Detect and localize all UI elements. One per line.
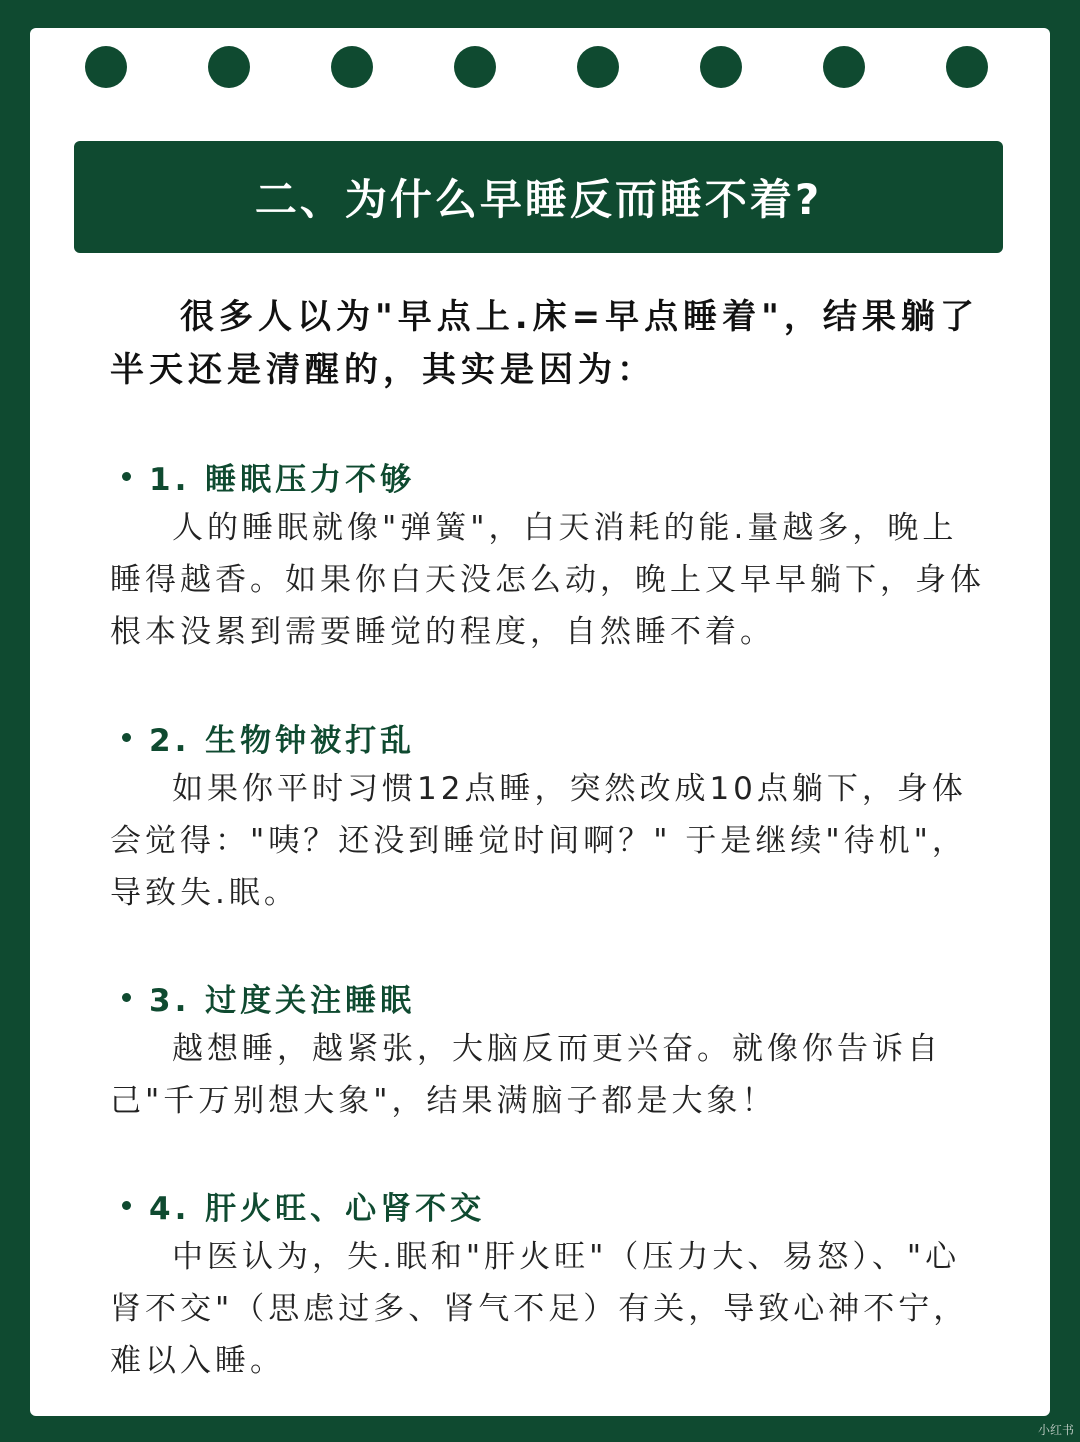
binder-hole — [700, 46, 742, 88]
binder-hole — [577, 46, 619, 88]
section-heading-text: 1. 睡眠压力不够 — [149, 461, 416, 498]
bullet-icon — [122, 1201, 131, 1210]
section-heading-text: 4. 肝火旺、心肾不交 — [149, 1190, 486, 1227]
watermark: 小红书 — [1037, 1423, 1074, 1437]
section-heading — [110, 1179, 990, 1231]
binder-hole — [946, 46, 988, 88]
section-heading — [110, 711, 990, 763]
section-heading-text: 3. 过度关注睡眠 — [149, 982, 416, 1019]
binder-holes — [30, 46, 1050, 88]
section-heading — [110, 450, 990, 502]
binder-hole — [454, 46, 496, 88]
section-body: 如果你平时习惯12点睡，突然改成10点躺下，身体会觉得："咦？还没到睡觉时间啊？" 于是继续"待机"，导致失.眠。 — [110, 771, 967, 911]
section-2 — [110, 711, 990, 919]
section-body: 中医认为，失.眠和"肝火旺"（压力大、易怒）、"心肾不交"（思虑过多、肾气不足）有关，导致心神不宁，难以入睡。 — [110, 1239, 969, 1379]
binder-hole — [85, 46, 127, 88]
bullet-icon — [122, 472, 131, 481]
section-1 — [110, 450, 990, 658]
section-body: 人的睡眠就像"弹簧"，白天消耗的能.量越多，晚上睡得越香。如果你白天没怎么动，晚上又早早躺下，身体根本没累到需要睡觉的程度，自然睡不着。 — [110, 510, 985, 650]
title-banner — [74, 141, 1003, 253]
note-card — [30, 28, 1050, 1416]
section-heading — [110, 971, 990, 1023]
intro-paragraph: 很多人以为"早点上.床=早点睡着"，结果躺了半天还是清醒的，其实是因为： — [110, 297, 979, 390]
section-4 — [110, 1179, 990, 1387]
binder-hole — [823, 46, 865, 88]
bullet-icon — [122, 993, 131, 1002]
binder-hole — [331, 46, 373, 88]
binder-hole — [208, 46, 250, 88]
bullet-icon — [122, 733, 131, 742]
page-title: 二、为什么早睡反而睡不着? — [254, 175, 823, 224]
section-body: 越想睡，越紧张，大脑反而更兴奋。就像你告诉自己"千万别想大象"，结果满脑子都是大象！ — [110, 1031, 942, 1119]
section-heading-text: 2. 生物钟被打乱 — [149, 722, 416, 759]
section-3 — [110, 971, 990, 1127]
